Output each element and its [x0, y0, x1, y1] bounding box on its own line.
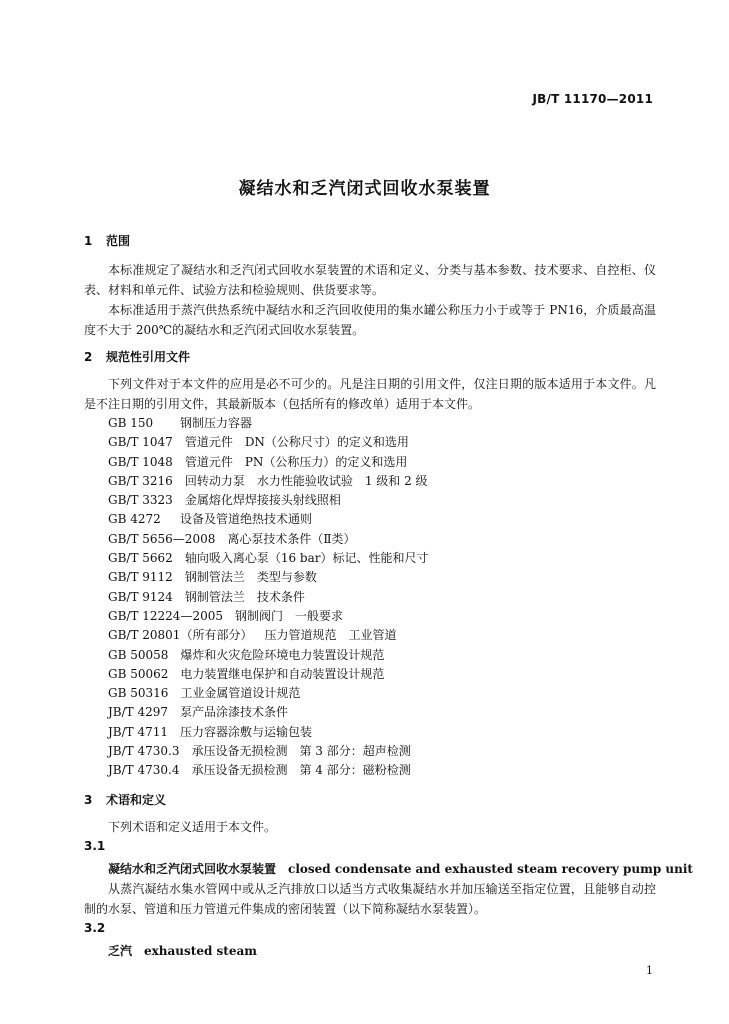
term-heading [84, 859, 693, 879]
term-heading [84, 941, 656, 961]
reference-title: 泵产品涂漆技术条件 [180, 705, 289, 720]
reference-title: 承压设备无损检测 第 4 部分：磁粉检测 [191, 763, 411, 778]
reference-title: 工业金属管道设计规范 [180, 686, 301, 701]
reference-item [84, 568, 656, 587]
reference-item [84, 433, 656, 452]
reference-item [84, 588, 656, 607]
reference-code: GB 4272 [108, 512, 161, 527]
reference-code: GB/T 1048 [108, 454, 173, 469]
reference-title: 钢制压力容器 [180, 416, 253, 430]
reference-title: 离心泵技术条件（Ⅱ类） [227, 531, 356, 546]
reference-item [84, 684, 656, 703]
section-number: 3 [84, 792, 93, 807]
reference-title: 钢制阀门 一般要求 [234, 608, 343, 623]
reference-code: GB/T 1047 [108, 435, 173, 450]
reference-title: 管道元件 DN（公称尺寸）的定义和选用 [184, 435, 409, 450]
term-chinese: 凝结水和乏汽闭式回收水泵装置 [108, 861, 277, 876]
reference-code: GB 50058 [108, 647, 169, 662]
reference-code: GB 50316 [108, 686, 169, 701]
reference-item [84, 549, 656, 568]
section-title: 术语和定义 [106, 792, 167, 807]
reference-code: GB/T 9112 [108, 570, 173, 585]
reference-item [84, 723, 656, 742]
reference-item [84, 703, 656, 722]
reference-code: GB 150 [108, 416, 154, 430]
section-title: 规范性引用文件 [106, 350, 191, 364]
reference-code: GB/T 3216 [108, 473, 173, 488]
reference-code: GB/T 20801（所有部分） [108, 628, 253, 643]
term-number: 3.1 [84, 838, 106, 853]
reference-code: JB/T 4711 [108, 724, 169, 739]
reference-code: GB/T 5656—2008 [108, 531, 216, 546]
reference-code: JB/T 4730.3 [108, 744, 180, 759]
terms-intro: 下列术语和定义适用于本文件。 [108, 819, 277, 834]
reference-item [84, 646, 656, 665]
section-1-heading [84, 232, 656, 250]
reference-code: GB/T 9124 [108, 589, 173, 604]
reference-item [84, 626, 656, 645]
term-english: exhausted steam [144, 943, 257, 958]
reference-item [84, 510, 656, 529]
term-english: closed condensate and exhausted steam recovery pump unit [288, 861, 693, 876]
reference-item [84, 530, 656, 549]
document-body [84, 232, 693, 961]
reference-item [84, 491, 656, 510]
reference-title: 承压设备无损检测 第 3 部分：超声检测 [191, 744, 411, 759]
term-number: 3.2 [84, 920, 106, 935]
scope-paragraph-1: 本标准规定了凝结水和乏汽闭式回收水泵装置的术语和定义、分类与基本参数、技术要求、自控柜、仪表、材料和单元件、试验方法和检验规则、供货要求等。 [84, 263, 656, 297]
standard-code: JB/T 11170—2011 [532, 92, 653, 106]
reference-item [84, 761, 656, 780]
reference-title: 钢制管法兰 技术条件 [184, 589, 305, 604]
reference-item [84, 607, 656, 626]
reference-code: GB/T 3323 [108, 493, 173, 508]
reference-title: 管道元件 PN（公称压力）的定义和选用 [184, 454, 408, 469]
reference-title: 设备及管道绝热技术通则 [180, 512, 313, 527]
term-chinese: 乏汽 [108, 943, 133, 958]
section-2-heading [84, 348, 656, 366]
reference-code: GB/T 5662 [108, 551, 173, 566]
reference-item [84, 472, 656, 491]
reference-item [84, 742, 656, 761]
section-3-heading [84, 791, 656, 809]
term-definition: 从蒸汽凝结水集水管网中或从乏汽排放口以适当方式收集凝结水并加压输送至指定位置，且能够自动控制的水泵、管道和压力管道元件集成的密闭装置（以下简称凝结水泵装置）。 [84, 881, 656, 916]
reference-code: JB/T 4730.4 [108, 763, 180, 778]
reference-code: GB 50062 [108, 666, 169, 681]
reference-code: GB/T 12224—2005 [108, 608, 223, 623]
section-number: 2 [84, 350, 93, 364]
reference-code: JB/T 4297 [108, 705, 169, 720]
reference-title: 压力管道规范 工业管道 [264, 628, 397, 643]
section-number: 1 [84, 234, 93, 248]
reference-title: 钢制管法兰 类型与参数 [184, 570, 317, 585]
document-title: 凝结水和乏汽闭式回收水泵装置 [238, 179, 491, 199]
reference-title: 电力装置继电保护和自动装置设计规范 [180, 666, 385, 681]
reference-item [84, 414, 656, 433]
scope-paragraph-2: 本标准适用于蒸汽供热系统中凝结水和乏汽回收使用的集水罐公称压力小于或等于 PN16，介质最高温度不大于 200℃的凝结水和乏汽闭式回收水泵装置。 [84, 303, 656, 337]
reference-item [84, 453, 656, 472]
reference-list [84, 414, 656, 781]
reference-title: 爆炸和火灾危险环境电力装置设计规范 [180, 647, 385, 662]
reference-title: 金属熔化焊焊接接头射线照相 [184, 493, 341, 508]
reference-item [84, 665, 656, 684]
reference-title: 压力容器涂敷与运输包装 [180, 724, 313, 739]
references-intro: 下列文件对于本文件的应用是必不可少的。凡是注日期的引用文件，仅注日期的版本适用于本文件。凡是不注日期的引用文件，其最新版本（包括所有的修改单）适用于本文件。 [84, 377, 656, 411]
section-title: 范围 [106, 234, 131, 248]
page-number: 1 [646, 964, 653, 977]
reference-title: 轴向吸入离心泵（16 bar）标记、性能和尺寸 [184, 551, 429, 566]
reference-title: 回转动力泵 水力性能验收试验 1 级和 2 级 [184, 473, 428, 488]
